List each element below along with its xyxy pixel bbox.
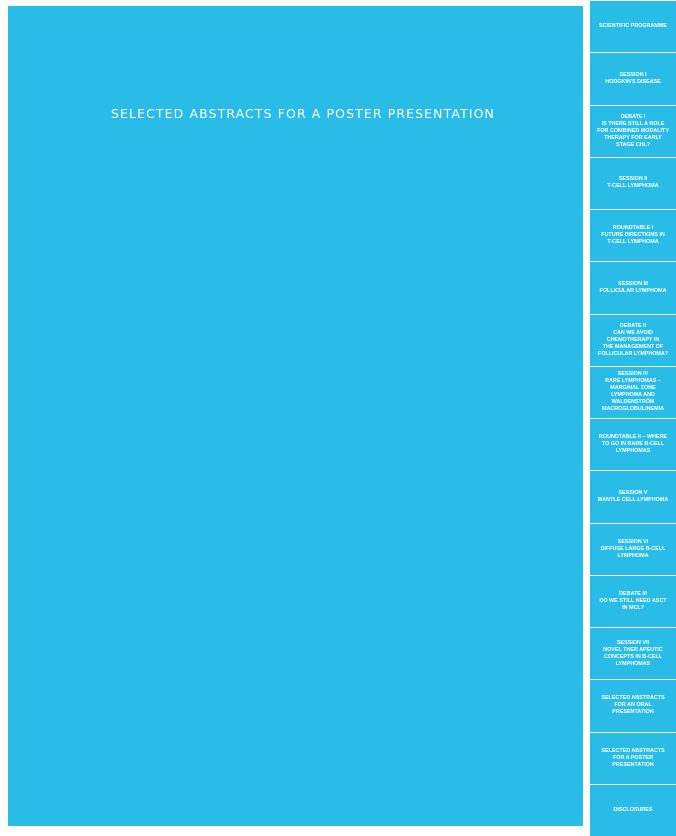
sidebar-item-session-6[interactable] — [590, 524, 676, 575]
sidebar-item-label: SELECTED ABSTRACTS FOR AN ORAL PRESENTATION — [601, 695, 665, 716]
sidebar-item-label: SESSION VI DIFFUSE LARGE B-CELL LYMPHOMA — [600, 538, 666, 559]
sidebar-item-scientific-programme[interactable] — [590, 1, 676, 52]
sidebar-item-label: SESSION III FOLLICULAR LYMPHOMA — [599, 280, 667, 294]
sidebar-item-label: SESSION VII NOVEL THER APEUTIC CONCEPTS IN B-CELL LYMPHOMAS — [603, 639, 663, 667]
sidebar-item-roundtable-2[interactable] — [590, 419, 676, 470]
sidebar-item-label: SCIENTIFIC PROGRAMME — [599, 23, 667, 30]
sidebar-item-label: ROUNDTABLE I FUTURE DIRECTIONS IN T-CELL LYMPHOMA — [601, 225, 665, 246]
sidebar-item-roundtable-1[interactable] — [590, 210, 676, 261]
sidebar-nav — [590, 1, 676, 836]
sidebar-item-debate-2[interactable] — [590, 315, 676, 366]
sidebar-item-session-5[interactable] — [590, 471, 676, 522]
sidebar-item-session-7[interactable] — [590, 628, 676, 679]
sidebar-item-label: SESSION I HODGKIN'S DISEASE — [605, 71, 661, 85]
sidebar-item-debate-1[interactable] — [590, 106, 676, 157]
main-content-panel — [8, 6, 583, 826]
sidebar-item-label: ROUNDTABLE II – WHERE TO GO IN RARE B-CELL LYMPHOMAS — [599, 434, 667, 455]
sidebar-item-session-4[interactable] — [590, 367, 676, 418]
sidebar-item-label: SELECTED ABSTRACTS FOR A POSTER PRESENTATION — [601, 747, 665, 768]
sidebar-item-disclosures[interactable] — [590, 785, 676, 836]
sidebar-item-label: DEBATE III DO WE STILL NEED ASCT IN MCL? — [599, 590, 667, 611]
sidebar-item-session-2[interactable] — [590, 158, 676, 209]
sidebar-item-label: DEBATE II CAN WE AVOID CHEMOTHERAPY IN THE MANAGEMENT OF FOLLICULAR LYMPHOMA? — [597, 322, 669, 357]
sidebar-item-debate-3[interactable] — [590, 576, 676, 627]
page-title: SELECTED ABSTRACTS FOR A POSTER PRESENTATION — [111, 106, 495, 121]
sidebar-item-oral-abstracts[interactable] — [590, 680, 676, 731]
sidebar-item-label: SESSION V MANTLE CELL LYMPHOMA — [597, 489, 669, 503]
sidebar-item-poster-abstracts[interactable] — [590, 733, 676, 784]
sidebar-item-label: SESSION IV RARE LYMPHOMAS – MARGINAL ZONE LYMPHOMA AND WALDENSTRÖM MACROGLOBULINEMIA — [602, 371, 664, 413]
sidebar-item-label: SESSION II T-CELL LYMPHOMA — [607, 176, 659, 190]
sidebar-item-session-1[interactable] — [590, 53, 676, 104]
sidebar-item-label: DEBATE I IS THERE STILL A ROLE FOR COMBINED MODALITY THERAPY FOR EARLY STAGE CHL? — [597, 113, 669, 148]
sidebar-item-label: DISCLOSURES — [613, 806, 653, 813]
sidebar-item-session-3[interactable] — [590, 262, 676, 313]
